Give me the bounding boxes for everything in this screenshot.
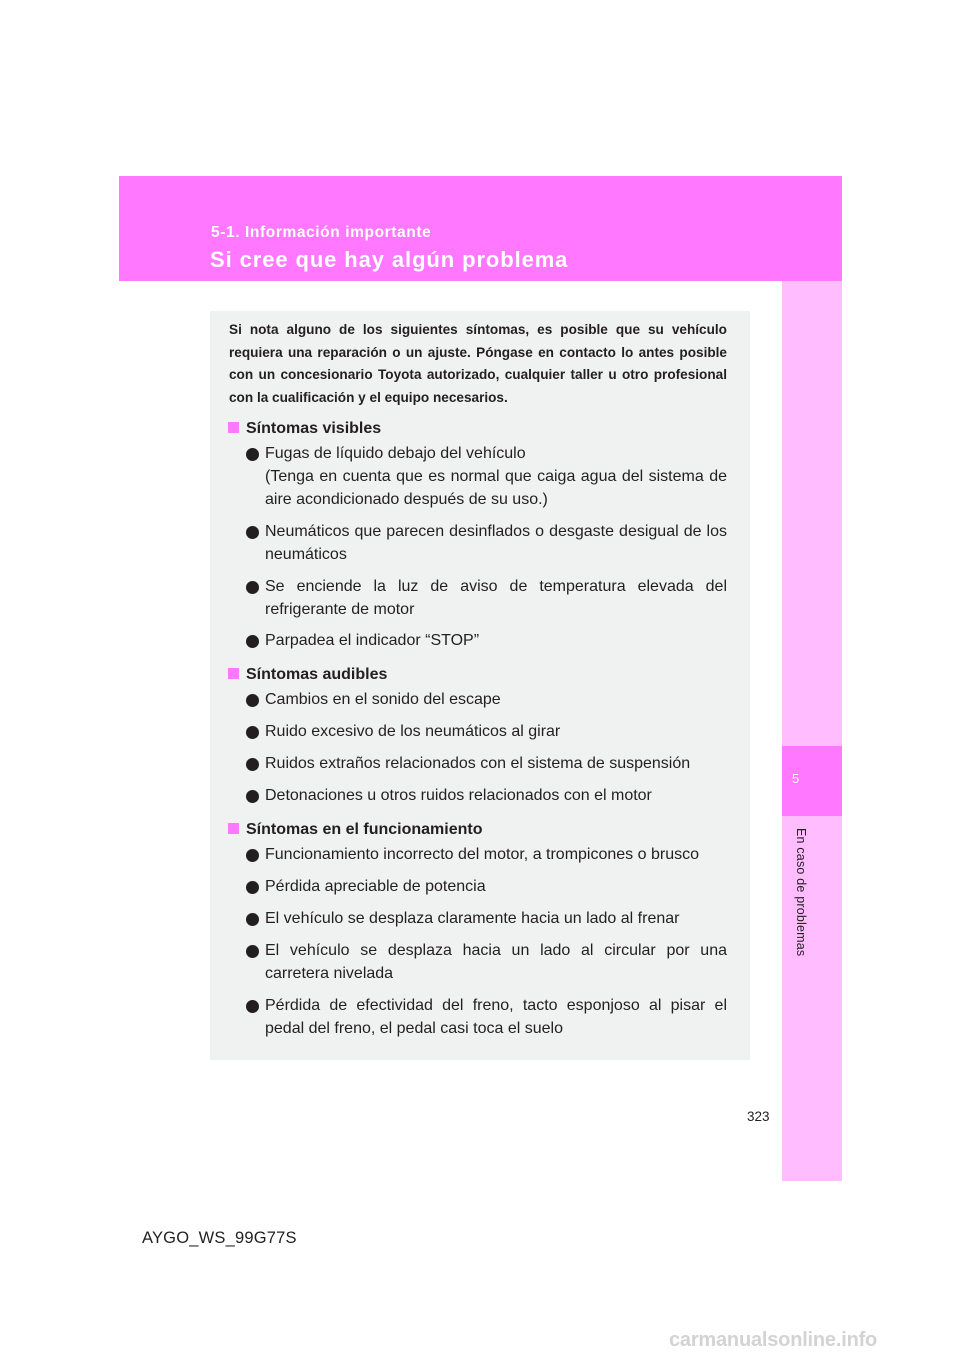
list-item: [246, 995, 727, 1041]
chapter-label: En caso de problemas: [794, 828, 808, 957]
square-bullet-icon: [228, 823, 239, 834]
bullet-dot-icon: [246, 1000, 259, 1013]
section-heading: [228, 819, 482, 841]
list-item: [246, 521, 727, 567]
chapter-tab: [782, 746, 842, 816]
list-item-text: Se enciende la luz de aviso de temperatura elevada del refrigerante de motor: [265, 578, 727, 618]
watermark: carmanualsonline.info: [669, 1329, 878, 1351]
list-item-text: Pérdida de efectividad del freno, tacto esponjoso al pisar el pedal del freno, el pedal casi toca el suelo: [265, 997, 727, 1037]
section-label: 5-1. Información importante: [211, 224, 432, 241]
bullet-dot-icon: [246, 758, 259, 771]
list-item: [246, 753, 727, 776]
section-heading: [228, 418, 381, 440]
list-item: [246, 630, 727, 653]
list-item: [246, 876, 727, 899]
chapter-number: 5: [792, 771, 800, 786]
list-item-text: Detonaciones u otros ruidos relacionados con el motor: [265, 787, 652, 804]
list-item-text: Neumáticos que parecen desinflados o desgaste desigual de los neumáticos: [265, 523, 727, 563]
list-item-text: Fugas de líquido debajo del vehículo: [265, 445, 526, 462]
bullet-dot-icon: [246, 849, 259, 862]
bullet-dot-icon: [246, 881, 259, 894]
document-code: AYGO_WS_99G77S: [142, 1229, 297, 1247]
list-item: [246, 721, 727, 744]
list-item-text: El vehículo se desplaza hacia un lado al circular por una carretera nivelada: [265, 942, 727, 982]
bullet-dot-icon: [246, 913, 259, 926]
section-heading-text: Síntomas en el funcionamiento: [246, 821, 483, 838]
list-item: [246, 576, 727, 622]
section-heading: [228, 664, 387, 686]
bullet-dot-icon: [246, 726, 259, 739]
intro-paragraph: Si nota alguno de los siguientes síntomas, es posible que su vehículo requiera una reparación o un ajuste. Póngase en contacto lo antes posible con un concesionario Toyota autorizado, cualquier taller u otro profesional con la cualificación y el equipo necesarios.: [229, 322, 727, 405]
bullet-dot-icon: [246, 448, 259, 461]
list-item-text: Funcionamiento incorrecto del motor, a trompicones o brusco: [265, 846, 699, 863]
list-item: [246, 443, 727, 511]
bullet-dot-icon: [246, 790, 259, 803]
bullet-dot-icon: [246, 581, 259, 594]
list-item-note: (Tenga en cuenta que es normal que caiga agua del sistema de aire acondicionado después de su uso.): [265, 467, 727, 508]
bullet-dot-icon: [246, 694, 259, 707]
bullet-dot-icon: [246, 635, 259, 648]
list-item-text: Parpadea el indicador “STOP”: [265, 632, 480, 649]
page-header: [119, 176, 842, 281]
list-item-text: Pérdida apreciable de potencia: [265, 878, 486, 895]
square-bullet-icon: [228, 422, 239, 433]
section-heading-text: Síntomas visibles: [246, 420, 382, 437]
list-item: [246, 844, 727, 867]
page-title: Si cree que hay algún problema: [210, 247, 569, 272]
list-item: [246, 689, 727, 712]
side-strip: [782, 281, 842, 1181]
list-item: [246, 785, 727, 808]
list-item: [246, 940, 727, 986]
square-bullet-icon: [228, 668, 239, 679]
bullet-dot-icon: [246, 945, 259, 958]
page-number: 323: [747, 1109, 770, 1124]
bullet-dot-icon: [246, 526, 259, 539]
list-item: [246, 908, 727, 931]
list-item-text: El vehículo se desplaza claramente hacia un lado al frenar: [265, 910, 680, 927]
list-item-text: Ruido excesivo de los neumáticos al girar: [265, 723, 561, 740]
list-item-text: Cambios en el sonido del escape: [265, 691, 501, 708]
content-box: [210, 311, 750, 1060]
list-item-text: Ruidos extraños relacionados con el sistema de suspensión: [265, 755, 691, 772]
section-heading-text: Síntomas audibles: [246, 666, 388, 683]
